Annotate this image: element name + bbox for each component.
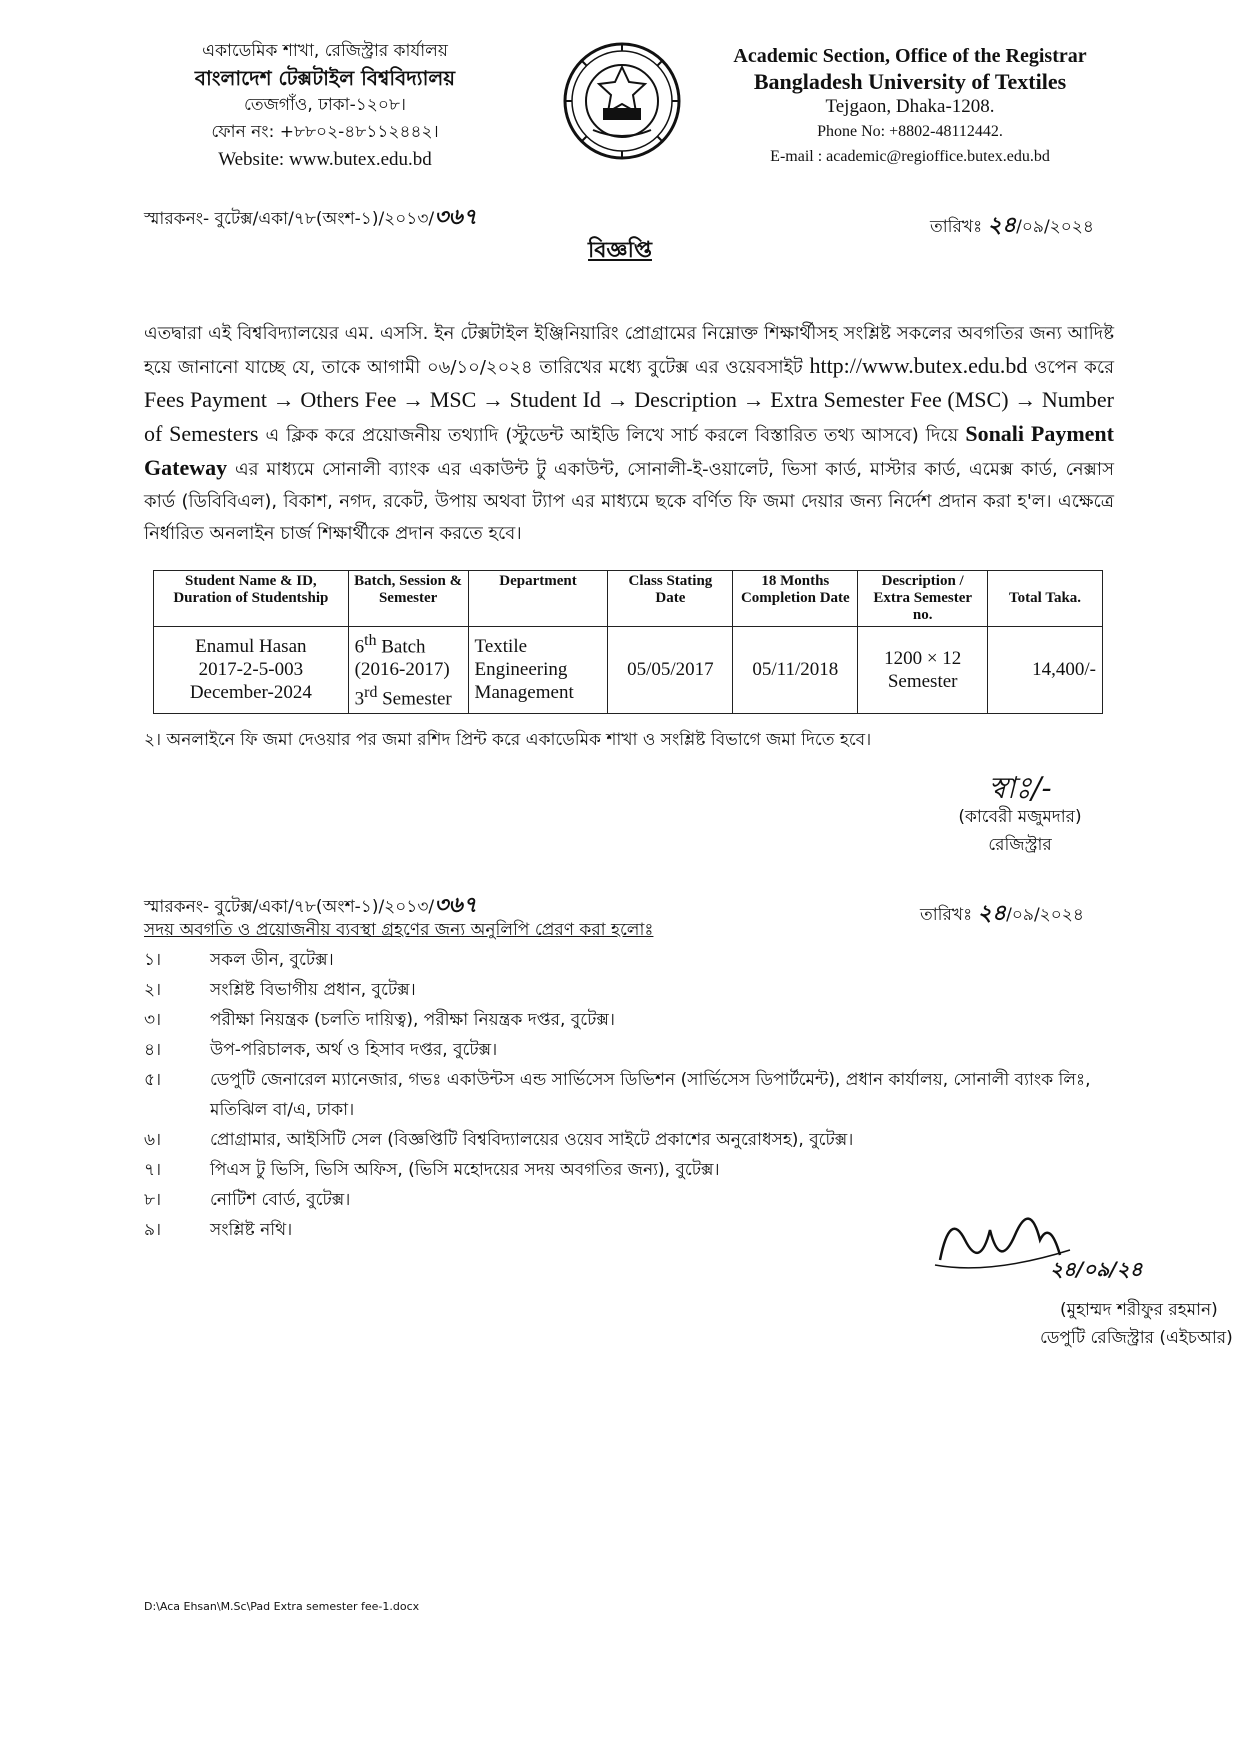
student-name: Enamul Hasan xyxy=(195,636,307,658)
list-item-number: ৫। xyxy=(144,1070,162,1090)
batch-cell xyxy=(348,627,468,714)
deputy-registrar-name: (মুহাম্মদ শরীফুর রহমান) xyxy=(1060,1300,1218,1320)
body-text-3: এ ক্লিক করে প্রয়োজনীয় তথ্যাদি (স্টুডেন্ট আইডি লিখে সার্চ করলে বিস্তারিত তথ্য আসবে) দিয়ে xyxy=(265,425,959,446)
header-en-email: E-mail : academic@regioffice.butex.edu.bd xyxy=(770,148,1050,165)
header-en-address: Tejgaon, Dhaka-1208. xyxy=(825,96,995,117)
table-header-cell: Total Taka. xyxy=(988,571,1103,627)
table-header-cell: Description / Extra Semester no. xyxy=(858,571,988,627)
department-line: Engineering xyxy=(474,659,568,681)
memo-date-rest: /০৯/২০২৪ xyxy=(1016,217,1094,237)
table-row xyxy=(154,627,1103,714)
memo-date-2 xyxy=(920,896,1084,933)
deputy-registrar-block xyxy=(1060,1295,1218,1325)
body-gateway: Sonali Payment Gateway xyxy=(144,421,1114,480)
registrar-signature: স্বাঃ/- xyxy=(988,771,1052,806)
batch xyxy=(355,629,462,658)
list-item-text: সংশ্লিষ্ট নথি। xyxy=(210,1220,293,1240)
list-item xyxy=(144,1065,1114,1125)
header-english xyxy=(700,44,1120,169)
registrar-name: (কাবেরী মজুমদার) xyxy=(958,807,1082,827)
batch-suffix: th xyxy=(364,632,377,649)
list-item xyxy=(144,1005,1114,1035)
memo-reference xyxy=(144,200,477,237)
completion-date: 05/11/2018 xyxy=(733,627,858,714)
memo2-date-label: তারিখঃ xyxy=(920,905,973,925)
memo-date-day: ২৪ xyxy=(987,212,1017,238)
fee-table xyxy=(153,570,1103,714)
header-bn-address: তেজগাঁও, ঢাকা-১২০৮। xyxy=(243,95,406,115)
batch-word: Batch xyxy=(381,636,426,658)
session: (2016-2017) xyxy=(354,659,450,681)
body-url-link[interactable]: http://www.butex.edu.bd xyxy=(809,353,1028,378)
cc-heading: সদয় অবগতি ও প্রয়োজনীয় ব্যবস্থা গ্রহণের জন্য অনুলিপি প্রেরণ করা হলোঃ xyxy=(144,920,654,940)
semester-word: Semester xyxy=(382,688,452,710)
header-bn-section: একাডেমিক শাখা, রেজিস্ট্রার কার্যালয় xyxy=(202,41,448,61)
memo-date xyxy=(930,208,1094,245)
deputy-registrar-title: ডেপুটি রেজিস্ট্রার (এইচআর) xyxy=(1040,1328,1233,1348)
memo2-date-day: ২৪ xyxy=(977,900,1007,926)
list-item-text: পিএস টু ভিসি, ভিসি অফিস, (ভিসি মহোদয়ের সদয় অবগতির জন্য), বুটেক্স। xyxy=(210,1160,720,1180)
student-cell xyxy=(154,627,349,714)
footer-file-path: D:\Aca Ehsan\M.Sc\Pad Extra semester fee-1.docx xyxy=(144,1600,420,1613)
memo2-ref-prefix: স্মারকনং- বুটেক্স/একা/৭৮(অংশ-১)/২০১৩/ xyxy=(144,897,435,917)
deputy-signature-date: ২৪/০৯/২৪ xyxy=(1050,1257,1143,1281)
note-2: ২। অনলাইনে ফি জমা দেওয়ার পর জমা রশিদ প্রিন্ট করে একাডেমিক শাখা ও সংশ্লিষ্ট বিভাগে জমা দিতে হবে। xyxy=(144,730,872,750)
header-en-section: Academic Section, Office of the Registrar xyxy=(733,45,1087,67)
table-header-cell: Student Name & ID, Duration of Studentship xyxy=(154,571,349,627)
table-header-cell: Class Stating Date xyxy=(608,571,733,627)
description-unit: Semester xyxy=(887,670,958,692)
memo-ref-prefix: স্মারকনং- বুটেক্স/একা/৭৮(অংশ-১)/২০১৩/ xyxy=(144,209,435,229)
list-item xyxy=(144,1155,1114,1185)
department-line: Textile xyxy=(474,636,528,658)
body-text-1: এতদ্বারা এই বিশ্ববিদ্যালয়ের এম. এসসি. ইন টেক্সটাইল ইঞ্জিনিয়ারিং প্রোগ্রামের নিম্নোক্ত শিক্ষার্থীসহ সংশ্লিষ্ট সকলের অবগতির জন্য আদিষ্ট হয়ে জানানো যাচ্ছে যে, তাকে আগামী ০৬/১০/২০২৪ তারিখের মধ্যে বুটেক্স এর ওয়েবসাইট xyxy=(144,323,1114,378)
memo2-date-rest: /০৯/২০২৪ xyxy=(1006,905,1084,925)
department-line: Management xyxy=(474,682,574,704)
list-item-number: ১। xyxy=(144,950,162,970)
list-item xyxy=(144,1035,1114,1065)
memo-ref-number: ৩৬৭ xyxy=(434,204,478,230)
list-item-text: সংশ্লিষ্ট বিভাগীয় প্রধান, বুটেক্স। xyxy=(210,980,416,1000)
body-text-2: ওপেন করে xyxy=(1034,357,1114,378)
list-item-number: ২। xyxy=(144,980,162,1000)
memo2-ref-number: ৩৬৭ xyxy=(434,892,478,918)
list-item-number: ৯। xyxy=(144,1220,162,1240)
registrar-signature-block xyxy=(920,771,1120,859)
class-start-date: 05/05/2017 xyxy=(608,627,733,714)
table-header-cell: Department xyxy=(468,571,608,627)
header-bangla xyxy=(150,38,500,173)
batch-number: 6 xyxy=(354,636,365,658)
table-header-cell: 18 Months Completion Date xyxy=(733,571,858,627)
studentship-duration: December-2024 xyxy=(189,682,312,704)
header-website: Website: www.butex.edu.bd xyxy=(218,149,432,170)
header-bn-phone: ফোন নং: +৮৮০২-৪৮১১২৪৪২। xyxy=(211,122,439,142)
total-taka: 14,400/- xyxy=(988,627,1103,714)
list-item-text: নোটিশ বোর্ড, বুটেক্স। xyxy=(210,1190,351,1210)
department-cell xyxy=(468,627,608,714)
list-item-text: প্রোগ্রামার, আইসিটি সেল (বিজ্ঞপ্তিটি বিশ্ববিদ্যালয়ের ওয়েব সাইটে প্রকাশের অনুরোধসহ), বুটেক্স। xyxy=(210,1130,854,1150)
notice-body xyxy=(144,318,1114,550)
semester xyxy=(355,681,462,710)
semester-number: 3 xyxy=(354,688,365,710)
registrar-title: রেজিস্ট্রার xyxy=(988,835,1052,855)
list-item-text: সকল ডীন, বুটেক্স। xyxy=(210,950,334,970)
table-header-cell: Batch, Session & Semester xyxy=(348,571,468,627)
table-header-row xyxy=(154,571,1103,627)
description-cell xyxy=(858,627,988,714)
body-text-4: এর মাধ্যমে সোনালী ব্যাংক এর একাউন্ট টু একাউন্ট, সোনালী-ই-ওয়ালেট, ভিসা কার্ড, মাস্টার কার্ড, এমেক্স কার্ড, নেক্সাস কার্ড (ডিবিবিএল), বিকাশ, নগদ, রকেট, উপায় অথবা ট্যাপ এর মাধ্যমে ছকে বর্ণিত ফি জমা দেয়ার জন্য নির্দেশ প্রদান করা হ'ল। এক্ষেত্রে নির্ধারিত অনলাইন চার্জ শিক্ষার্থীকে প্রদান করতে হবে। xyxy=(144,459,1114,544)
list-item xyxy=(144,975,1114,1005)
list-item-text: পরীক্ষা নিয়ন্ত্রক (চলতি দায়িত্ব), পরীক্ষা নিয়ন্ত্রক দপ্তর, বুটেক্স। xyxy=(210,1010,615,1030)
header-bn-university: বাংলাদেশ টেক্সটাইল বিশ্ববিদ্যালয় xyxy=(194,66,456,90)
list-item xyxy=(144,1125,1114,1155)
university-seal-logo xyxy=(563,42,681,160)
list-item-number: ৬। xyxy=(144,1130,162,1150)
description-amount: 1200 × 12 xyxy=(884,647,962,669)
notice-title: বিজ্ঞপ্তি xyxy=(588,238,652,263)
header-en-university: Bangladesh University of Textiles xyxy=(753,69,1067,94)
list-item-number: ৩। xyxy=(144,1010,162,1030)
list-item-number: ৮। xyxy=(144,1190,162,1210)
memo-date-label: তারিখঃ xyxy=(930,217,983,237)
body-payment-path: Fees Payment → Others Fee → MSC → Student Id → Description → Extra Semester Fee (MSC) → Number of Semesters xyxy=(144,387,1114,446)
list-item-number: ৪। xyxy=(144,1040,162,1060)
list-item-text: উপ-পরিচালক, অর্থ ও হিসাব দপ্তর, বুটেক্স। xyxy=(210,1040,498,1060)
header-en-phone: Phone No: +8802-48112442. xyxy=(817,123,1003,140)
list-item xyxy=(144,945,1114,975)
list-item-text: ডেপুটি জেনারেল ম্যানেজার, গভঃ একাউন্টস এন্ড সার্ভিসেস ডিভিশন (সার্ভিসেস ডিপার্টমেন্ট), প্রধান কার্যালয়, সোনালী ব্যাংক লিঃ, মতিঝিল বা/এ, ঢাকা। xyxy=(210,1070,1091,1120)
student-id: 2017-2-5-003 xyxy=(198,659,304,681)
semester-suffix: rd xyxy=(364,684,378,702)
list-item-number: ৭। xyxy=(144,1160,162,1180)
